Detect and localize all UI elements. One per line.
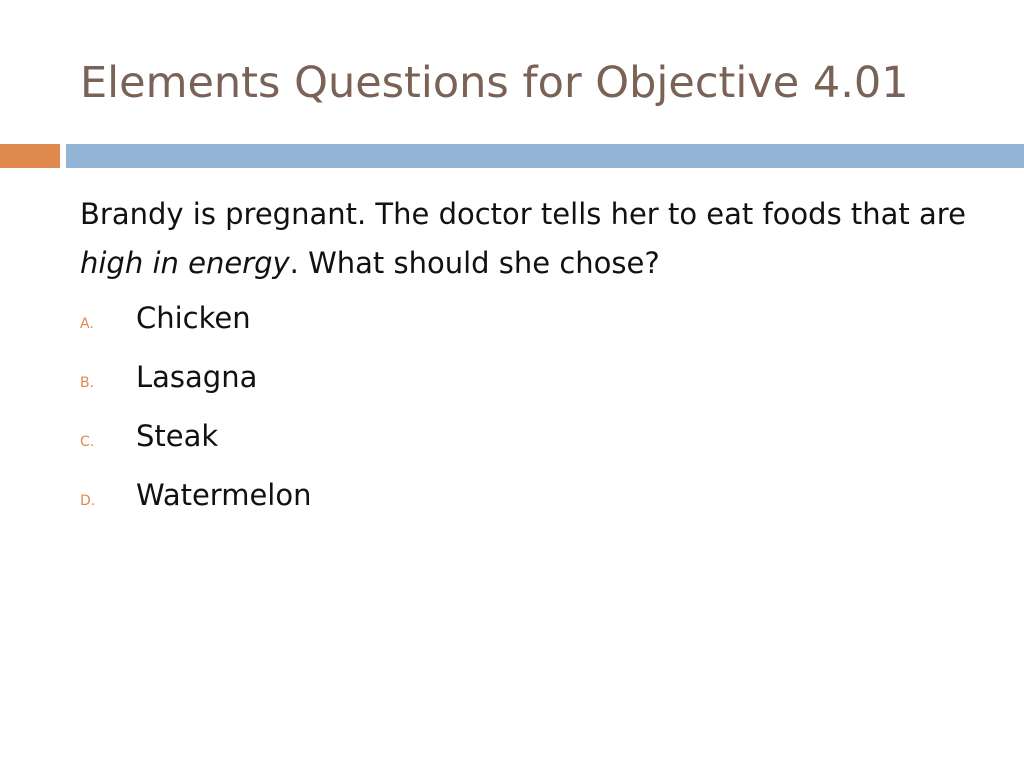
answer-options bbox=[80, 297, 980, 533]
answer-option-a bbox=[80, 297, 980, 356]
slide-title: Elements Questions for Objective 4.01 bbox=[80, 58, 909, 108]
option-marker: B. bbox=[80, 375, 95, 391]
option-text: Watermelon bbox=[136, 478, 312, 512]
slide-body bbox=[80, 190, 980, 533]
question-text-start: Brandy is pregnant. The doctor tells her to eat foods that are bbox=[80, 197, 966, 231]
option-text: Lasagna bbox=[136, 360, 258, 394]
option-marker: A. bbox=[80, 316, 94, 332]
answer-option-d bbox=[80, 474, 980, 533]
accent-bar-orange bbox=[0, 144, 60, 168]
answer-option-b bbox=[80, 356, 980, 415]
accent-bar-blue bbox=[66, 144, 1024, 168]
option-marker: D. bbox=[80, 493, 96, 509]
option-text: Steak bbox=[136, 419, 219, 453]
question-text-end: . What should she chose? bbox=[289, 246, 660, 280]
question-emphasis: high in energy bbox=[80, 246, 290, 280]
option-marker: C. bbox=[80, 434, 95, 450]
answer-option-c bbox=[80, 415, 980, 474]
question-text bbox=[80, 190, 980, 288]
option-text: Chicken bbox=[136, 301, 251, 335]
